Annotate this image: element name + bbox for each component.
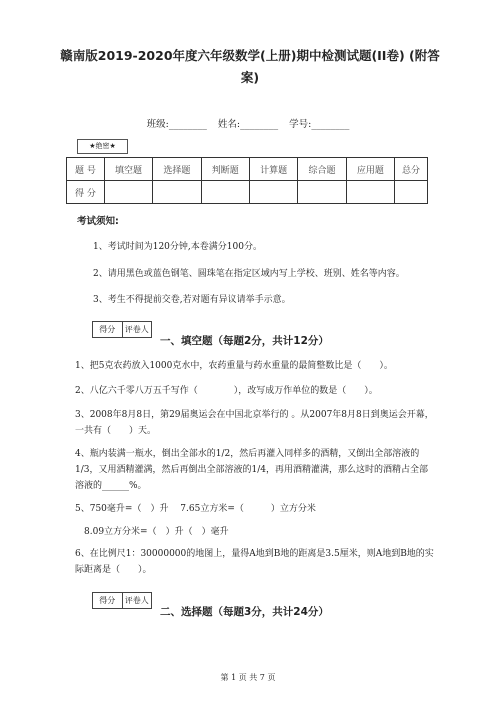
secret-stamp: ★绝密★: [77, 139, 128, 154]
notice-item: 2、请用黑色或蓝色钢笔、圆珠笔在指定区域内写上学校、班别、姓名等内容。: [93, 269, 405, 279]
section-title: 一、填空题（每题2分，共计12分）: [160, 335, 329, 347]
score-cell[interactable]: [201, 181, 249, 204]
question-item: 8.09立方分米=（ ）升（ ）毫升: [75, 527, 229, 537]
header-cell: 判断题: [201, 158, 249, 181]
notice-item: 1、考试时间为120分钟,本卷满分100分。: [93, 242, 262, 252]
question-item: 6、在比例尺1：30000000的地图上，量得A地到B地的距离是3.5厘米，则A地到B地的实际距离是（ ）。: [75, 549, 434, 575]
question-item: 5、750毫升=（ ）升 7.65立方米=（ ）立方分米: [75, 504, 316, 514]
score-cell[interactable]: [249, 181, 297, 204]
header-cell: 综合题: [298, 158, 346, 181]
page-title: 赣南版2019-2020年度六年级数学(上册)期中检测试题(II卷) (附答案): [60, 48, 440, 85]
name-field[interactable]: 姓名:________: [217, 119, 279, 130]
notice-heading: 考试须知:: [77, 216, 119, 227]
grader-box: [92, 592, 152, 609]
header-cell: 总分: [395, 158, 428, 181]
score-cell[interactable]: [346, 181, 394, 204]
header-cell: 应用题: [346, 158, 394, 181]
score-cell[interactable]: [395, 181, 428, 204]
grader-reviewer-label: 评卷人: [124, 596, 149, 605]
grader-box: [92, 321, 152, 338]
score-table-score-row: [67, 181, 428, 204]
question-item: 4、瓶内装满一瓶水，倒出全部水的1/2，然后再灌入同样多的酒精，又倒出全部溶液的1/3，又用酒精灌满，然后再倒出全部溶液的1/4，再用酒精灌满，那么这时的酒精占全部溶液的______%。: [75, 449, 428, 491]
row-label-cell: 得 分: [67, 181, 105, 204]
notice-item: 3、考生不得提前交卷,若对题有异议请举手示意。: [93, 295, 291, 305]
header-cell: 题 号: [67, 158, 105, 181]
header-cell: 计算题: [249, 158, 297, 181]
question-item: 1、把5克农药放入1000克水中，农药重量与药水重量的最简整数比是（ ）。: [75, 361, 393, 371]
grader-score-label: 得分: [93, 593, 123, 608]
score-table: [66, 157, 428, 204]
score-cell[interactable]: [153, 181, 201, 204]
student-info-line: [0, 116, 496, 130]
score-cell[interactable]: [104, 181, 152, 204]
question-item: 3、2008年8月8日，第29届奥运会在中国北京举行的 。从2007年8月8日到奥运会开幕，一共有（ ）天。: [75, 410, 434, 436]
header-cell: 填空题: [104, 158, 152, 181]
score-table-header-row: [67, 158, 428, 181]
header-cell: 选择题: [153, 158, 201, 181]
question-item: 2、八亿六千零八万五千写作（ ），改写成万作单位的数是（ ）。: [75, 386, 378, 396]
score-cell[interactable]: [298, 181, 346, 204]
page-footer: 第 1 页 共 7 页: [220, 673, 276, 682]
grader-reviewer-label: 评卷人: [124, 325, 149, 334]
grader-score-label: 得分: [93, 322, 123, 337]
class-field[interactable]: 班级:________: [146, 119, 207, 130]
section-title: 二、选择题（每题3分，共计24分）: [160, 606, 329, 618]
student-id-field[interactable]: 学号:________: [289, 119, 350, 130]
